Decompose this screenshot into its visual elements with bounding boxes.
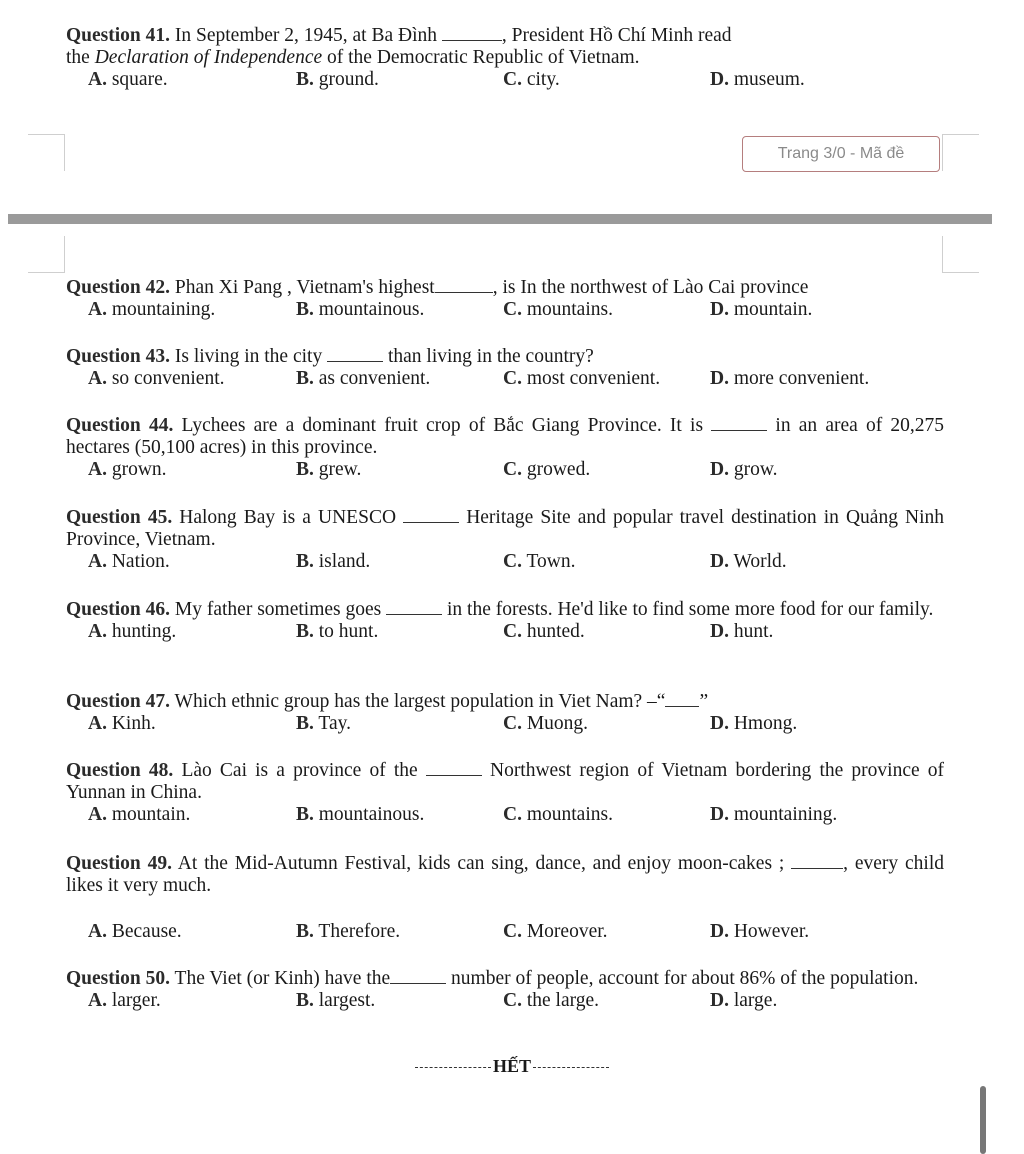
- option-a: [88, 713, 156, 735]
- text-segment: Town.: [526, 551, 576, 572]
- page-footer-badge: Trang 3/0 - Mã đề: [742, 136, 940, 172]
- option-letter: B.: [296, 621, 314, 642]
- text-segment: mountains.: [526, 299, 613, 320]
- option-letter: D.: [710, 551, 729, 572]
- option-letter: B.: [296, 921, 314, 942]
- option-letter: B.: [296, 299, 314, 320]
- options-row: [66, 299, 944, 323]
- question-number: Question 46.: [66, 599, 171, 620]
- question-49: [66, 852, 944, 945]
- end-marker: [0, 1056, 1024, 1077]
- option-d: [710, 621, 773, 643]
- page-separator: [8, 214, 992, 224]
- text-segment: in the forests. He'd like to find some more food for our family.: [446, 599, 934, 620]
- option-a: [88, 368, 224, 390]
- option-letter: A.: [88, 459, 107, 480]
- text-segment: hunting.: [111, 621, 177, 642]
- text-segment: number of people, account for about 86% of the population.: [451, 968, 919, 989]
- option-letter: A.: [88, 621, 107, 642]
- option-d: [710, 299, 812, 321]
- option-letter: A.: [88, 551, 107, 572]
- text-segment: grown.: [111, 459, 167, 480]
- option-letter: A.: [88, 69, 107, 90]
- option-letter: D.: [710, 368, 729, 389]
- answer-blank: [442, 24, 502, 41]
- options-row: [66, 621, 944, 645]
- option-d: [710, 459, 778, 481]
- page-corner-mark: [28, 236, 65, 273]
- option-c: [503, 990, 599, 1012]
- option-c: [503, 299, 613, 321]
- text-segment: in an area of 20,275 hectares (50,100 acres) in this province.: [66, 415, 945, 458]
- text-segment: , is In the northwest of Lào Cai province: [492, 277, 809, 298]
- text-segment: Halong Bay is a UNESCO: [179, 507, 397, 528]
- option-letter: A.: [88, 368, 107, 389]
- question-44: [66, 414, 944, 483]
- option-letter: B.: [296, 69, 314, 90]
- option-b: [296, 713, 351, 735]
- text-segment: Tay.: [318, 713, 351, 734]
- option-letter: B.: [296, 804, 314, 825]
- text-segment: Heritage Site and popular travel destination in Quảng Ninh Province, Vietnam.: [66, 507, 945, 550]
- options-row: [66, 459, 944, 483]
- option-a: [88, 921, 182, 943]
- option-d: [710, 921, 809, 943]
- option-c: [503, 804, 613, 826]
- option-letter: D.: [710, 713, 729, 734]
- text-segment: as convenient.: [318, 368, 431, 389]
- question-number: Question 42.: [66, 277, 171, 298]
- answer-blank: [386, 598, 442, 615]
- text-segment: mountain.: [733, 299, 813, 320]
- options-row: [66, 368, 944, 392]
- option-letter: B.: [296, 551, 314, 572]
- question-46: [66, 598, 944, 645]
- question-45: [66, 506, 944, 575]
- question-42: [66, 276, 944, 323]
- text-segment: World.: [733, 551, 787, 572]
- question-text: , President Hồ Chí Minh read: [501, 25, 732, 46]
- text-segment: mountains.: [526, 804, 613, 825]
- option-letter: D.: [710, 299, 729, 320]
- text-segment: Northwest region of Vietnam bordering the province of Yunnan in China.: [66, 760, 945, 803]
- options-row: [66, 551, 944, 575]
- option-letter: C.: [503, 921, 522, 942]
- text-segment: Is living in the city: [174, 346, 323, 367]
- options-row: [66, 804, 944, 828]
- text-segment: ground.: [318, 69, 379, 90]
- option-letter: A.: [88, 921, 107, 942]
- question-text: the: [66, 47, 90, 68]
- text-segment: mountaining.: [733, 804, 838, 825]
- question-number: Question 48.: [66, 760, 174, 781]
- text-segment: Because.: [111, 921, 182, 942]
- options-row: [66, 69, 944, 93]
- scrollbar-thumb[interactable]: [980, 1086, 986, 1154]
- option-c: [503, 551, 576, 573]
- question-43: [66, 345, 944, 392]
- text-segment: Which ethnic group has the largest population in Viet Nam? –“: [174, 691, 666, 712]
- text-segment: Nation.: [111, 551, 170, 572]
- text-segment: larger.: [111, 990, 161, 1011]
- text-segment: large.: [733, 990, 778, 1011]
- text-segment: Phan Xi Pang , Vietnam's highest: [174, 277, 435, 298]
- text-segment: At the Mid-Autumn Festival, kids can sing, dance, and enjoy moon-cakes ;: [177, 853, 785, 874]
- text-segment: grew.: [318, 459, 362, 480]
- options-row: [66, 713, 944, 737]
- option-letter: D.: [710, 990, 729, 1011]
- question-number: Question 50.: [66, 968, 171, 989]
- question-italic-text: Declaration of Independence: [94, 47, 323, 68]
- dashed-line: [415, 1067, 491, 1068]
- question-50: [66, 967, 944, 1014]
- answer-blank: [390, 967, 446, 984]
- answer-blank: [435, 276, 493, 293]
- question-stem: [66, 690, 944, 713]
- question-number: Question 49.: [66, 853, 172, 874]
- answer-blank: [327, 345, 383, 362]
- text-segment: grow.: [733, 459, 778, 480]
- text-segment: city.: [526, 69, 560, 90]
- option-a: [88, 621, 176, 643]
- option-letter: D.: [710, 621, 729, 642]
- option-b: [296, 551, 370, 573]
- question-stem: [66, 598, 944, 621]
- question-number: Question 43.: [66, 346, 171, 367]
- text-segment: mountain.: [111, 804, 191, 825]
- option-letter: C.: [503, 299, 522, 320]
- text-segment: more convenient.: [733, 368, 870, 389]
- option-d: [710, 368, 869, 390]
- option-letter: A.: [88, 804, 107, 825]
- question-47: [66, 690, 944, 737]
- option-c: [503, 69, 560, 91]
- question-text: of the Democratic Republic of Vietnam.: [327, 47, 640, 68]
- end-text: HẾT: [492, 1056, 531, 1076]
- text-segment: Lychees are a dominant fruit crop of Bắc Giang Province. It is: [181, 415, 704, 436]
- text-segment: growed.: [526, 459, 591, 480]
- option-b: [296, 69, 379, 91]
- option-letter: B.: [296, 990, 314, 1011]
- text-segment: so convenient.: [111, 368, 225, 389]
- option-b: [296, 368, 430, 390]
- option-d: [710, 990, 777, 1012]
- question-stem: [66, 414, 944, 459]
- question-number: Question 44.: [66, 415, 174, 436]
- option-letter: D.: [710, 921, 729, 942]
- text-segment: Moreover.: [526, 921, 608, 942]
- option-letter: A.: [88, 299, 107, 320]
- option-letter: C.: [503, 69, 522, 90]
- option-b: [296, 621, 378, 643]
- page-corner-mark: [942, 134, 979, 171]
- answer-blank: [426, 759, 482, 776]
- text-segment: hunted.: [526, 621, 585, 642]
- option-letter: C.: [503, 621, 522, 642]
- option-b: [296, 990, 375, 1012]
- option-c: [503, 459, 590, 481]
- question-48: [66, 759, 944, 828]
- question-text: In September 2, 1945, at Ba Đình: [174, 25, 438, 46]
- option-a: [88, 459, 167, 481]
- question-stem: [66, 24, 944, 69]
- text-segment: hunt.: [733, 621, 774, 642]
- option-letter: C.: [503, 804, 522, 825]
- option-letter: B.: [296, 368, 314, 389]
- option-letter: C.: [503, 551, 522, 572]
- text-segment: mountainous.: [318, 299, 425, 320]
- answer-blank: [665, 690, 699, 707]
- option-letter: C.: [503, 990, 522, 1011]
- text-segment: mountainous.: [318, 804, 425, 825]
- option-a: [88, 69, 168, 91]
- answer-blank: [403, 506, 459, 523]
- question-stem: [66, 852, 944, 897]
- text-segment: the large.: [526, 990, 600, 1011]
- option-b: [296, 921, 400, 943]
- text-segment: square.: [111, 69, 168, 90]
- text-segment: Hmong.: [733, 713, 798, 734]
- text-segment: , every child likes it very much.: [66, 853, 944, 896]
- question-stem: [66, 276, 944, 299]
- text-segment: The Viet (or Kinh) have the: [174, 968, 391, 989]
- option-letter: C.: [503, 459, 522, 480]
- options-row: [66, 990, 944, 1014]
- text-segment: Muong.: [526, 713, 589, 734]
- option-letter: B.: [296, 713, 314, 734]
- option-letter: D.: [710, 459, 729, 480]
- option-letter: A.: [88, 990, 107, 1011]
- page-corner-mark: [942, 236, 979, 273]
- option-c: [503, 621, 585, 643]
- text-segment: ”: [699, 691, 709, 712]
- option-a: [88, 804, 190, 826]
- question-41: [66, 24, 944, 93]
- text-segment: museum.: [733, 69, 805, 90]
- text-segment: largest.: [318, 990, 376, 1011]
- page-corner-mark: [28, 134, 65, 171]
- text-segment: Lào Cai is a province of the: [181, 760, 418, 781]
- option-a: [88, 299, 215, 321]
- option-b: [296, 299, 424, 321]
- option-d: [710, 551, 787, 573]
- text-segment: Therefore.: [318, 921, 401, 942]
- text-segment: than living in the country?: [387, 346, 594, 367]
- option-letter: A.: [88, 713, 107, 734]
- question-stem: [66, 967, 944, 990]
- question-stem: [66, 345, 944, 368]
- option-b: [296, 804, 424, 826]
- option-letter: B.: [296, 459, 314, 480]
- answer-blank: [791, 852, 843, 869]
- text-segment: most convenient.: [526, 368, 661, 389]
- text-segment: However.: [733, 921, 810, 942]
- option-c: [503, 921, 608, 943]
- question-stem: [66, 506, 944, 551]
- dashed-line: [533, 1067, 609, 1068]
- question-number: Question 41.: [66, 25, 171, 46]
- options-row: [66, 921, 944, 945]
- question-number: Question 45.: [66, 507, 173, 528]
- option-c: [503, 368, 660, 390]
- text-segment: to hunt.: [318, 621, 379, 642]
- option-d: [710, 713, 797, 735]
- text-segment: island.: [318, 551, 371, 572]
- option-letter: D.: [710, 69, 729, 90]
- option-letter: C.: [503, 713, 522, 734]
- text-segment: mountaining.: [111, 299, 216, 320]
- option-d: [710, 804, 837, 826]
- question-number: Question 47.: [66, 691, 171, 712]
- option-a: [88, 551, 170, 573]
- page-top: [0, 0, 1024, 214]
- option-letter: D.: [710, 804, 729, 825]
- question-stem: [66, 759, 944, 804]
- option-d: [710, 69, 805, 91]
- option-a: [88, 990, 161, 1012]
- option-c: [503, 713, 588, 735]
- option-b: [296, 459, 361, 481]
- answer-blank: [711, 414, 767, 431]
- text-segment: My father sometimes goes: [174, 599, 382, 620]
- text-segment: Kinh.: [111, 713, 156, 734]
- option-letter: C.: [503, 368, 522, 389]
